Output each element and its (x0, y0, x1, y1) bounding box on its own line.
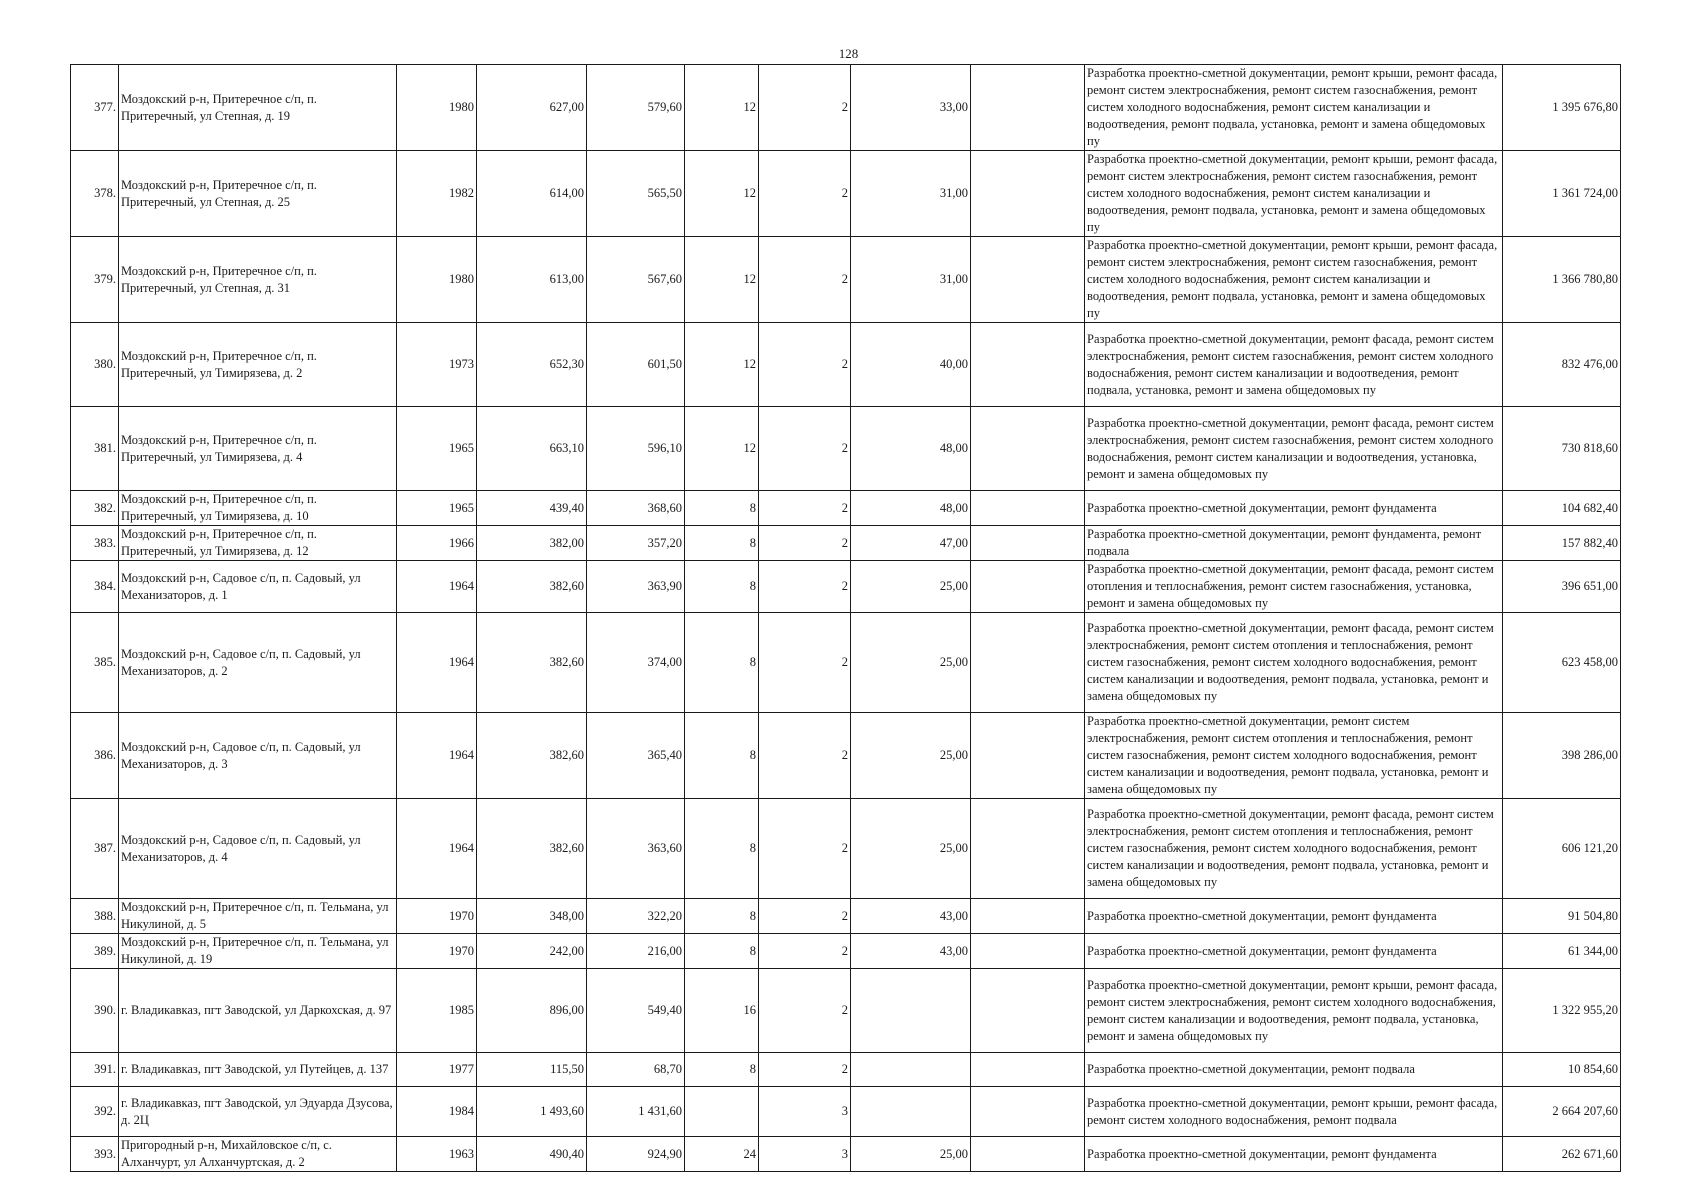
table-row (71, 713, 1621, 799)
address-cell: Моздокский р-н, Притеречное с/п, п. Притеречный, ул Степная, д. 31 (119, 237, 397, 323)
address-cell: Моздокский р-н, Садовое с/п, п. Садовый, ул Механизаторов, д. 1 (119, 561, 397, 613)
year-cell: 1964 (397, 613, 477, 713)
table-row (71, 969, 1621, 1053)
address-cell: Моздокский р-н, Притеречное с/п, п. Притеречный, ул Степная, д. 25 (119, 151, 397, 237)
living-area-cell: 549,40 (587, 969, 685, 1053)
empty-cell (971, 491, 1085, 526)
apartments-cell: 12 (685, 237, 759, 323)
empty-cell (971, 561, 1085, 613)
table-row (71, 65, 1621, 151)
works-cell: Разработка проектно-сметной документации, ремонт крыши, ремонт фасада, ремонт систем холодного водоснабжения, ремонт подвала (1085, 1087, 1503, 1137)
works-cell: Разработка проектно-сметной документации, ремонт крыши, ремонт фасада, ремонт систем электроснабжения, ремонт систем газоснабжения, ремонт систем холодного водоснабжения, ремонт систем канализации и водоотведения, ремонт подвала, установка, ремонт и замена общедомовых пу (1085, 151, 1503, 237)
works-cell: Разработка проектно-сметной документации, ремонт фундамента (1085, 899, 1503, 934)
cost-cell: 10 854,60 (1503, 1053, 1621, 1087)
table-row (71, 1137, 1621, 1172)
year-cell: 1982 (397, 151, 477, 237)
floors-cell: 2 (759, 1053, 851, 1087)
floors-cell: 2 (759, 237, 851, 323)
works-cell: Разработка проектно-сметной документации, ремонт фундамента, ремонт подвала (1085, 526, 1503, 561)
living-area-cell: 363,90 (587, 561, 685, 613)
floors-cell: 2 (759, 151, 851, 237)
total-area-cell: 1 493,60 (477, 1087, 587, 1137)
apartments-cell: 8 (685, 934, 759, 969)
floors-cell: 2 (759, 407, 851, 491)
row-number: 384. (71, 561, 119, 613)
living-area-cell: 579,60 (587, 65, 685, 151)
empty-cell (971, 1087, 1085, 1137)
table-row (71, 237, 1621, 323)
works-cell: Разработка проектно-сметной документации, ремонт крыши, ремонт фасада, ремонт систем электроснабжения, ремонт систем холодного водоснабжения, ремонт систем канализации и водоотведения, ремонт подвала, установка, ремонт и замена общедомовых пу (1085, 969, 1503, 1053)
table-row (71, 561, 1621, 613)
wear-cell (851, 1087, 971, 1137)
wear-cell: 33,00 (851, 65, 971, 151)
floors-cell: 2 (759, 561, 851, 613)
apartments-cell: 8 (685, 491, 759, 526)
table-row (71, 407, 1621, 491)
empty-cell (971, 323, 1085, 407)
row-number: 383. (71, 526, 119, 561)
repair-program-table (70, 64, 1621, 1172)
works-cell: Разработка проектно-сметной документации, ремонт фасада, ремонт систем электроснабжения, ремонт систем газоснабжения, ремонт систем холодного водоснабжения, ремонт систем канализации и водоотведения, ремонт подвала, установка, ремонт и замена общедомовых пу (1085, 323, 1503, 407)
table-row (71, 1087, 1621, 1137)
year-cell: 1964 (397, 713, 477, 799)
empty-cell (971, 969, 1085, 1053)
year-cell: 1970 (397, 934, 477, 969)
living-area-cell: 357,20 (587, 526, 685, 561)
living-area-cell: 596,10 (587, 407, 685, 491)
cost-cell: 730 818,60 (1503, 407, 1621, 491)
floors-cell: 2 (759, 323, 851, 407)
cost-cell: 606 121,20 (1503, 799, 1621, 899)
apartments-cell (685, 1087, 759, 1137)
year-cell: 1977 (397, 1053, 477, 1087)
cost-cell: 91 504,80 (1503, 899, 1621, 934)
living-area-cell: 1 431,60 (587, 1087, 685, 1137)
address-cell: Пригородный р-н, Михайловское с/п, с. Алханчурт, ул Алханчуртская, д. 2 (119, 1137, 397, 1172)
empty-cell (971, 713, 1085, 799)
row-number: 381. (71, 407, 119, 491)
cost-cell: 623 458,00 (1503, 613, 1621, 713)
works-cell: Разработка проектно-сметной документации, ремонт фасада, ремонт систем электроснабжения, ремонт систем отопления и теплоснабжения, ремонт систем газоснабжения, ремонт систем холодного водоснабжения, ремонт систем канализации и водоотведения, ремонт подвала, установка, ремонт и замена общедомовых пу (1085, 799, 1503, 899)
row-number: 392. (71, 1087, 119, 1137)
empty-cell (971, 1137, 1085, 1172)
floors-cell: 3 (759, 1137, 851, 1172)
living-area-cell: 601,50 (587, 323, 685, 407)
wear-cell: 31,00 (851, 237, 971, 323)
apartments-cell: 12 (685, 407, 759, 491)
wear-cell: 43,00 (851, 934, 971, 969)
row-number: 382. (71, 491, 119, 526)
address-cell: Моздокский р-н, Притеречное с/п, п. Притеречный, ул Тимирязева, д. 10 (119, 491, 397, 526)
living-area-cell: 363,60 (587, 799, 685, 899)
apartments-cell: 8 (685, 799, 759, 899)
works-cell: Разработка проектно-сметной документации, ремонт фасада, ремонт систем отопления и теплоснабжения, ремонт систем газоснабжения, установка, ремонт и замена общедомовых пу (1085, 561, 1503, 613)
total-area-cell: 382,60 (477, 713, 587, 799)
empty-cell (971, 899, 1085, 934)
wear-cell: 40,00 (851, 323, 971, 407)
address-cell: г. Владикавказ, пгт Заводской, ул Эдуарда Дзусова, д. 2Ц (119, 1087, 397, 1137)
total-area-cell: 490,40 (477, 1137, 587, 1172)
total-area-cell: 652,30 (477, 323, 587, 407)
year-cell: 1984 (397, 1087, 477, 1137)
cost-cell: 104 682,40 (1503, 491, 1621, 526)
page-number: 128 (838, 46, 859, 61)
living-area-cell: 322,20 (587, 899, 685, 934)
living-area-cell: 924,90 (587, 1137, 685, 1172)
works-cell: Разработка проектно-сметной документации, ремонт фундамента (1085, 1137, 1503, 1172)
table-row (71, 526, 1621, 561)
row-number: 393. (71, 1137, 119, 1172)
address-cell: Моздокский р-н, Притеречное с/п, п. Тельмана, ул Никулиной, д. 19 (119, 934, 397, 969)
floors-cell: 2 (759, 526, 851, 561)
year-cell: 1966 (397, 526, 477, 561)
table-row (71, 1053, 1621, 1087)
empty-cell (971, 799, 1085, 899)
living-area-cell: 368,60 (587, 491, 685, 526)
wear-cell: 31,00 (851, 151, 971, 237)
living-area-cell: 565,50 (587, 151, 685, 237)
cost-cell: 1 366 780,80 (1503, 237, 1621, 323)
total-area-cell: 663,10 (477, 407, 587, 491)
floors-cell: 2 (759, 899, 851, 934)
year-cell: 1964 (397, 561, 477, 613)
living-area-cell: 216,00 (587, 934, 685, 969)
row-number: 380. (71, 323, 119, 407)
works-cell: Разработка проектно-сметной документации, ремонт подвала (1085, 1053, 1503, 1087)
year-cell: 1973 (397, 323, 477, 407)
wear-cell: 43,00 (851, 899, 971, 934)
apartments-cell: 12 (685, 65, 759, 151)
row-number: 389. (71, 934, 119, 969)
cost-cell: 262 671,60 (1503, 1137, 1621, 1172)
address-cell: Моздокский р-н, Притеречное с/п, п. Притеречный, ул Тимирязева, д. 12 (119, 526, 397, 561)
row-number: 388. (71, 899, 119, 934)
apartments-cell: 24 (685, 1137, 759, 1172)
row-number: 378. (71, 151, 119, 237)
empty-cell (971, 151, 1085, 237)
wear-cell: 47,00 (851, 526, 971, 561)
table-body (71, 65, 1621, 1172)
total-area-cell: 115,50 (477, 1053, 587, 1087)
address-cell: Моздокский р-н, Садовое с/п, п. Садовый, ул Механизаторов, д. 3 (119, 713, 397, 799)
total-area-cell: 439,40 (477, 491, 587, 526)
total-area-cell: 614,00 (477, 151, 587, 237)
empty-cell (971, 407, 1085, 491)
living-area-cell: 567,60 (587, 237, 685, 323)
total-area-cell: 382,60 (477, 799, 587, 899)
cost-cell: 1 395 676,80 (1503, 65, 1621, 151)
works-cell: Разработка проектно-сметной документации, ремонт фундамента (1085, 934, 1503, 969)
works-cell: Разработка проектно-сметной документации, ремонт фасада, ремонт систем электроснабжения, ремонт систем газоснабжения, ремонт систем холодного водоснабжения, ремонт систем канализации и водоотведения, установка, ремонт и замена общедомовых пу (1085, 407, 1503, 491)
table-row (71, 151, 1621, 237)
address-cell: Моздокский р-н, Притеречное с/п, п. Притеречный, ул Тимирязева, д. 4 (119, 407, 397, 491)
living-area-cell: 374,00 (587, 613, 685, 713)
wear-cell: 25,00 (851, 713, 971, 799)
table-row (71, 323, 1621, 407)
table-row (71, 934, 1621, 969)
row-number: 379. (71, 237, 119, 323)
apartments-cell: 8 (685, 613, 759, 713)
wear-cell: 25,00 (851, 613, 971, 713)
wear-cell: 48,00 (851, 491, 971, 526)
address-cell: Моздокский р-н, Садовое с/п, п. Садовый, ул Механизаторов, д. 4 (119, 799, 397, 899)
works-cell: Разработка проектно-сметной документации, ремонт фундамента (1085, 491, 1503, 526)
year-cell: 1980 (397, 65, 477, 151)
wear-cell (851, 1053, 971, 1087)
total-area-cell: 627,00 (477, 65, 587, 151)
apartments-cell: 8 (685, 899, 759, 934)
address-cell: Моздокский р-н, Притеречное с/п, п. Притеречный, ул Степная, д. 19 (119, 65, 397, 151)
empty-cell (971, 65, 1085, 151)
floors-cell: 2 (759, 65, 851, 151)
year-cell: 1985 (397, 969, 477, 1053)
apartments-cell: 8 (685, 561, 759, 613)
total-area-cell: 242,00 (477, 934, 587, 969)
empty-cell (971, 1053, 1085, 1087)
apartments-cell: 8 (685, 713, 759, 799)
year-cell: 1980 (397, 237, 477, 323)
apartments-cell: 16 (685, 969, 759, 1053)
row-number: 386. (71, 713, 119, 799)
apartments-cell: 8 (685, 1053, 759, 1087)
works-cell: Разработка проектно-сметной документации, ремонт крыши, ремонт фасада, ремонт систем электроснабжения, ремонт систем газоснабжения, ремонт систем холодного водоснабжения, ремонт систем канализации и водоотведения, ремонт подвала, установка, ремонт и замена общедомовых пу (1085, 237, 1503, 323)
cost-cell: 157 882,40 (1503, 526, 1621, 561)
wear-cell (851, 969, 971, 1053)
wear-cell: 25,00 (851, 561, 971, 613)
row-number: 390. (71, 969, 119, 1053)
works-cell: Разработка проектно-сметной документации, ремонт систем электроснабжения, ремонт систем отопления и теплоснабжения, ремонт систем газоснабжения, ремонт систем холодного водоснабжения, ремонт систем канализации и водоотведения, ремонт подвала, установка, ремонт и замена общедомовых пу (1085, 713, 1503, 799)
floors-cell: 2 (759, 713, 851, 799)
cost-cell: 1 322 955,20 (1503, 969, 1621, 1053)
works-cell: Разработка проектно-сметной документации, ремонт крыши, ремонт фасада, ремонт систем электроснабжения, ремонт систем газоснабжения, ремонт систем холодного водоснабжения, ремонт систем канализации и водоотведения, ремонт подвала, установка, ремонт и замена общедомовых пу (1085, 65, 1503, 151)
apartments-cell: 12 (685, 323, 759, 407)
living-area-cell: 365,40 (587, 713, 685, 799)
total-area-cell: 382,00 (477, 526, 587, 561)
apartments-cell: 12 (685, 151, 759, 237)
works-cell: Разработка проектно-сметной документации, ремонт фасада, ремонт систем электроснабжения, ремонт систем отопления и теплоснабжения, ремонт систем газоснабжения, ремонт систем холодного водоснабжения, ремонт систем канализации и водоотведения, ремонт подвала, установка, ремонт и замена общедомовых пу (1085, 613, 1503, 713)
row-number: 387. (71, 799, 119, 899)
row-number: 391. (71, 1053, 119, 1087)
table-row (71, 491, 1621, 526)
empty-cell (971, 526, 1085, 561)
wear-cell: 25,00 (851, 799, 971, 899)
address-cell: г. Владикавказ, пгт Заводской, ул Даркохская, д. 97 (119, 969, 397, 1053)
cost-cell: 1 361 724,00 (1503, 151, 1621, 237)
total-area-cell: 382,60 (477, 561, 587, 613)
cost-cell: 398 286,00 (1503, 713, 1621, 799)
year-cell: 1964 (397, 799, 477, 899)
total-area-cell: 348,00 (477, 899, 587, 934)
address-cell: Моздокский р-н, Притеречное с/п, п. Тельмана, ул Никулиной, д. 5 (119, 899, 397, 934)
empty-cell (971, 934, 1085, 969)
table-row (71, 799, 1621, 899)
floors-cell: 2 (759, 613, 851, 713)
floors-cell: 2 (759, 934, 851, 969)
year-cell: 1965 (397, 491, 477, 526)
table-row (71, 613, 1621, 713)
cost-cell: 61 344,00 (1503, 934, 1621, 969)
total-area-cell: 382,60 (477, 613, 587, 713)
year-cell: 1970 (397, 899, 477, 934)
address-cell: г. Владикавказ, пгт Заводской, ул Путейцев, д. 137 (119, 1053, 397, 1087)
row-number: 385. (71, 613, 119, 713)
cost-cell: 2 664 207,60 (1503, 1087, 1621, 1137)
cost-cell: 832 476,00 (1503, 323, 1621, 407)
living-area-cell: 68,70 (587, 1053, 685, 1087)
apartments-cell: 8 (685, 526, 759, 561)
row-number: 377. (71, 65, 119, 151)
year-cell: 1965 (397, 407, 477, 491)
address-cell: Моздокский р-н, Садовое с/п, п. Садовый, ул Механизаторов, д. 2 (119, 613, 397, 713)
address-cell: Моздокский р-н, Притеречное с/п, п. Притеречный, ул Тимирязева, д. 2 (119, 323, 397, 407)
total-area-cell: 896,00 (477, 969, 587, 1053)
floors-cell: 3 (759, 1087, 851, 1137)
empty-cell (971, 613, 1085, 713)
cost-cell: 396 651,00 (1503, 561, 1621, 613)
year-cell: 1963 (397, 1137, 477, 1172)
floors-cell: 2 (759, 969, 851, 1053)
floors-cell: 2 (759, 799, 851, 899)
empty-cell (971, 237, 1085, 323)
wear-cell: 48,00 (851, 407, 971, 491)
table-row (71, 899, 1621, 934)
floors-cell: 2 (759, 491, 851, 526)
wear-cell: 25,00 (851, 1137, 971, 1172)
total-area-cell: 613,00 (477, 237, 587, 323)
